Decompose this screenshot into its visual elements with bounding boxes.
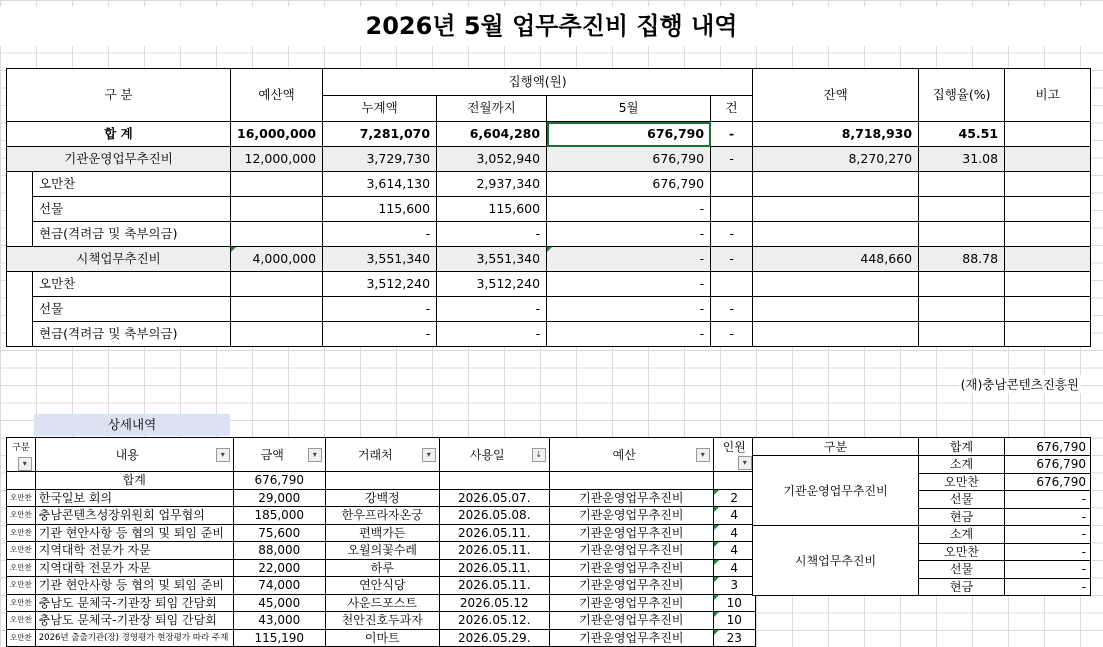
empty-cell [439, 472, 549, 490]
cell-budget[interactable]: 12,000,000 [231, 147, 323, 172]
cell-prev[interactable]: 3,551,340 [437, 247, 547, 272]
cell-people[interactable]: 4 [713, 524, 755, 542]
table-row [7, 489, 756, 507]
empty-cell [549, 472, 713, 490]
cell-cumulative[interactable]: 3,614,130 [323, 172, 437, 197]
side-header-total-value[interactable]: 676,790 [1005, 438, 1091, 456]
cell-count[interactable]: - [711, 147, 753, 172]
header-category[interactable]: 구 분 [7, 69, 231, 122]
cell-date[interactable]: 2026.05.08. [439, 507, 549, 525]
cell-balance[interactable] [753, 297, 919, 322]
cell-people[interactable]: 4 [713, 559, 755, 577]
sort-filter-icon[interactable]: ↓ [532, 448, 546, 462]
cell-month[interactable]: - [547, 297, 711, 322]
cell-prev[interactable]: 3,052,940 [437, 147, 547, 172]
cell-content[interactable]: 기관 현안사항 등 협의 및 퇴임 준비 [35, 577, 233, 595]
filter-vendor[interactable] [325, 438, 439, 472]
cell-budget[interactable]: 4,000,000 [231, 247, 323, 272]
cell-budget[interactable] [231, 272, 323, 297]
empty-cell [325, 472, 439, 490]
cell-budget[interactable]: 기관운영업무추진비 [549, 577, 713, 595]
cell-people[interactable]: 10 [713, 612, 755, 630]
cell-budget[interactable] [231, 297, 323, 322]
cell-month[interactable]: - [547, 197, 711, 222]
cell-prev[interactable]: - [437, 222, 547, 247]
filter-dropdown-icon[interactable]: ▾ [738, 456, 752, 470]
row-label[interactable]: 선물 [33, 197, 231, 222]
side-header-total[interactable]: 합계 [919, 438, 1005, 456]
cell-amount[interactable]: 75,600 [233, 524, 325, 542]
cell-month[interactable]: - [547, 222, 711, 247]
detail-table [6, 437, 756, 647]
cell-people[interactable]: 4 [713, 507, 755, 525]
cell-rate[interactable] [919, 197, 1005, 222]
cell-people[interactable]: 10 [713, 594, 755, 612]
cell-month-selected[interactable]: 676,790 [547, 122, 711, 147]
cell-remarks[interactable] [1005, 147, 1091, 172]
cell-remarks[interactable] [1005, 322, 1091, 347]
side-row-label[interactable]: 소계 [919, 456, 1005, 474]
cell-balance[interactable]: 8,718,930 [753, 122, 919, 147]
row-label[interactable]: 오만찬 [33, 172, 231, 197]
side-group-label[interactable]: 시책업무추진비 [753, 526, 919, 596]
cell-gubun[interactable]: 오만찬 [7, 594, 36, 612]
summary-header-row [7, 69, 1091, 96]
cell-amount[interactable]: 185,000 [233, 507, 325, 525]
header-prev-month[interactable]: 전월까지 [437, 95, 547, 122]
cell-content[interactable]: 지역대학 전문가 자문 [35, 559, 233, 577]
cell-remarks[interactable] [1005, 247, 1091, 272]
side-row-label[interactable]: 오만찬 [919, 543, 1005, 561]
cell-cumulative[interactable]: - [323, 322, 437, 347]
cell-count[interactable]: - [711, 247, 753, 272]
side-row [753, 526, 1091, 544]
cell-count[interactable] [711, 272, 753, 297]
cell-people[interactable]: 3 [713, 577, 755, 595]
summary-item-row [7, 197, 1091, 222]
header-spent-group[interactable]: 집행액(원) [323, 69, 753, 96]
header-count[interactable]: 건 [711, 95, 753, 122]
cell-vendor[interactable]: 이마트 [325, 629, 439, 647]
filter-content[interactable] [35, 438, 233, 472]
row-label[interactable]: 현금(격려금 및 축부의금) [33, 222, 231, 247]
row-label[interactable]: 시책업무추진비 [7, 247, 231, 272]
cell-balance[interactable] [753, 197, 919, 222]
cell-rate[interactable] [919, 222, 1005, 247]
cell-vendor[interactable]: 한우프라자온궁 [325, 507, 439, 525]
side-header-category[interactable]: 구분 [753, 438, 919, 456]
cell-content[interactable]: 충남도 문체국-기관장 퇴임 간담회 [35, 594, 233, 612]
side-row-value[interactable]: - [1005, 543, 1091, 561]
side-row-value[interactable]: - [1005, 491, 1091, 509]
side-summary-table [752, 437, 1091, 596]
side-row-value[interactable]: 676,790 [1005, 456, 1091, 474]
cell-date[interactable]: 2026.05.11. [439, 524, 549, 542]
cell-content[interactable]: 한국일보 회의 [35, 489, 233, 507]
cell-prev[interactable]: - [437, 297, 547, 322]
cell-gubun[interactable]: 오만찬 [7, 612, 36, 630]
cell-amount[interactable]: 22,000 [233, 559, 325, 577]
cell-rate[interactable] [919, 322, 1005, 347]
cell-rate[interactable]: 45.51 [919, 122, 1005, 147]
cell-rate[interactable] [919, 272, 1005, 297]
cell-remarks[interactable] [1005, 197, 1091, 222]
cell-cumulative[interactable]: 3,551,340 [323, 247, 437, 272]
header-budget[interactable]: 예산액 [231, 69, 323, 122]
summary-item-row [7, 272, 1091, 297]
filter-dropdown-icon[interactable]: ▾ [308, 448, 322, 462]
detail-header-row [7, 438, 756, 472]
table-row [7, 524, 756, 542]
side-row-label[interactable]: 소계 [919, 526, 1005, 544]
side-row-label[interactable]: 선물 [919, 561, 1005, 579]
cell-vendor[interactable]: 천안진호두과자 [325, 612, 439, 630]
summary-item-row [7, 297, 1091, 322]
side-row-value[interactable]: - [1005, 508, 1091, 526]
cell-count[interactable]: - [711, 297, 753, 322]
cell-budget[interactable] [231, 197, 323, 222]
cell-rate[interactable]: 88.78 [919, 247, 1005, 272]
side-row-value[interactable]: - [1005, 526, 1091, 544]
cell-budget[interactable]: 16,000,000 [231, 122, 323, 147]
cell-gubun[interactable]: 오만찬 [7, 489, 36, 507]
cell-gubun[interactable]: 오만찬 [7, 559, 36, 577]
cell-content[interactable]: 충남콘텐츠성장위원회 업무협의 [35, 507, 233, 525]
cell-cumulative[interactable]: 115,600 [323, 197, 437, 222]
header-this-month[interactable]: 5월 [547, 95, 711, 122]
filter-dropdown-icon[interactable]: ▾ [696, 448, 710, 462]
table-row [7, 542, 756, 560]
row-label[interactable]: 오만찬 [33, 272, 231, 297]
cell-remarks[interactable] [1005, 272, 1091, 297]
row-label[interactable]: 현금(격려금 및 축부의금) [33, 322, 231, 347]
cell-count[interactable] [711, 197, 753, 222]
table-row [7, 629, 756, 647]
header-label: 인원 [722, 440, 746, 454]
cell-date[interactable]: 2026.05.12. [439, 612, 549, 630]
cell-prev[interactable]: 3,512,240 [437, 272, 547, 297]
cell-remarks[interactable] [1005, 122, 1091, 147]
table-row [7, 594, 756, 612]
cell-vendor[interactable]: 하루 [325, 559, 439, 577]
cell-date[interactable]: 2026.05.11. [439, 577, 549, 595]
empty-cell [713, 472, 755, 490]
cell-content[interactable]: 기관 현안사항 등 협의 및 퇴임 준비 [35, 524, 233, 542]
cell-budget[interactable] [231, 222, 323, 247]
side-row [753, 456, 1091, 474]
indent-cell [7, 172, 33, 247]
filter-dropdown-icon[interactable]: ▾ [18, 457, 32, 471]
cell-prev[interactable]: 115,600 [437, 197, 547, 222]
cell-vendor[interactable]: 사운드포스트 [325, 594, 439, 612]
cell-prev[interactable]: 6,604,280 [437, 122, 547, 147]
cell-budget[interactable]: 기관운영업무추진비 [549, 629, 713, 647]
cell-rate[interactable]: 31.08 [919, 147, 1005, 172]
header-remarks[interactable]: 비고 [1005, 69, 1091, 122]
side-row-label[interactable]: 오만찬 [919, 473, 1005, 491]
side-row-value[interactable]: - [1005, 561, 1091, 579]
cell-rate[interactable] [919, 297, 1005, 322]
header-balance[interactable]: 잔액 [753, 69, 919, 122]
cell-balance[interactable] [753, 322, 919, 347]
summary-item-row [7, 222, 1091, 247]
cell-vendor[interactable]: 연안식당 [325, 577, 439, 595]
cell-gubun[interactable]: 오만찬 [7, 577, 36, 595]
header-label: 예산 [612, 447, 636, 462]
cell-cumulative[interactable]: 3,729,730 [323, 147, 437, 172]
cell-budget[interactable]: 기관운영업무추진비 [549, 612, 713, 630]
cell-prev[interactable]: - [437, 322, 547, 347]
cell-amount[interactable]: 88,000 [233, 542, 325, 560]
cell-date[interactable]: 2026.05.11. [439, 542, 549, 560]
table-row [7, 577, 756, 595]
header-rate[interactable]: 집행율(%) [919, 69, 1005, 122]
header-label: 거래처 [357, 447, 393, 462]
cell-count[interactable]: - [711, 222, 753, 247]
cell-content[interactable]: 충남도 문체국-기관장 퇴임 간담회 [35, 612, 233, 630]
filter-date[interactable] [439, 438, 549, 472]
cell-budget[interactable]: 기관운영업무추진비 [549, 542, 713, 560]
cell-gubun[interactable]: 오만찬 [7, 542, 36, 560]
table-row [7, 612, 756, 630]
cell-budget[interactable] [231, 172, 323, 197]
cell-count[interactable] [711, 172, 753, 197]
cell-budget[interactable] [231, 322, 323, 347]
side-row-label[interactable]: 현금 [919, 508, 1005, 526]
cell-cumulative[interactable]: 3,512,240 [323, 272, 437, 297]
cell-vendor[interactable]: 오월의꽃수레 [325, 542, 439, 560]
cell-month[interactable]: 676,790 [547, 147, 711, 172]
header-label: 내용 [115, 447, 139, 462]
row-label[interactable]: 선물 [33, 297, 231, 322]
cell-date[interactable]: 2026.05.29. [439, 629, 549, 647]
cell-amount[interactable]: 74,000 [233, 577, 325, 595]
filter-dropdown-icon[interactable]: ▾ [216, 448, 230, 462]
cell-cumulative[interactable]: 7,281,070 [323, 122, 437, 147]
budget-summary-table [6, 68, 1091, 347]
cell-balance[interactable] [753, 172, 919, 197]
cell-count[interactable]: - [711, 322, 753, 347]
cell-rate[interactable] [919, 172, 1005, 197]
table-row [7, 559, 756, 577]
cell-date[interactable]: 2026.05.12 [439, 594, 549, 612]
total-amount[interactable]: 676,790 [233, 472, 325, 490]
filter-budget[interactable] [549, 438, 713, 472]
cell-vendor[interactable]: 강백정 [325, 489, 439, 507]
cell-balance[interactable]: 8,270,270 [753, 147, 919, 172]
cell-cumulative[interactable]: - [323, 297, 437, 322]
cell-month[interactable]: - [547, 247, 711, 272]
table-row [7, 507, 756, 525]
cell-people[interactable]: 2 [713, 489, 755, 507]
cell-content[interactable]: 2026년 출출기관(장) 경영평가 현장평가 따라 주재 [35, 629, 233, 647]
cell-remarks[interactable] [1005, 297, 1091, 322]
summary-item-row [7, 172, 1091, 197]
cell-amount[interactable]: 43,000 [233, 612, 325, 630]
cell-balance[interactable] [753, 272, 919, 297]
cell-people[interactable]: 23 [713, 629, 755, 647]
cell-budget[interactable]: 기관운영업무추진비 [549, 594, 713, 612]
detail-total-row [7, 472, 756, 490]
filter-gubun[interactable] [7, 438, 36, 472]
summary-item-row [7, 322, 1091, 347]
indent-cell [7, 272, 33, 347]
cell-count[interactable]: - [711, 122, 753, 147]
cell-month[interactable]: - [547, 322, 711, 347]
total-label[interactable]: 합계 [35, 472, 233, 490]
detail-section-title: 상세내역 [34, 414, 230, 436]
cell-month[interactable]: 676,790 [547, 172, 711, 197]
filter-amount[interactable] [233, 438, 325, 472]
side-row-value[interactable]: 676,790 [1005, 473, 1091, 491]
header-label: 금액 [260, 447, 284, 462]
row-label[interactable]: 기관운영업무추진비 [7, 147, 231, 172]
cell-date[interactable]: 2026.05.07. [439, 489, 549, 507]
cell-budget[interactable]: 기관운영업무추진비 [549, 507, 713, 525]
empty-cell [7, 472, 36, 490]
cell-remarks[interactable] [1005, 222, 1091, 247]
cell-amount[interactable]: 115,190 [233, 629, 325, 647]
cell-date[interactable]: 2026.05.11. [439, 559, 549, 577]
side-row-label[interactable]: 현금 [919, 578, 1005, 596]
summary-group-row [7, 247, 1091, 272]
side-row-value[interactable]: - [1005, 578, 1091, 596]
cell-prev[interactable]: 2,937,340 [437, 172, 547, 197]
header-label: 사용일 [469, 447, 505, 462]
header-cumulative[interactable]: 누계액 [323, 95, 437, 122]
side-row-label[interactable]: 선물 [919, 491, 1005, 509]
cell-remarks[interactable] [1005, 172, 1091, 197]
organization-name: (재)충남콘텐츠진흥원 [960, 377, 1079, 392]
cell-amount[interactable]: 29,000 [233, 489, 325, 507]
cell-month[interactable]: - [547, 272, 711, 297]
cell-cumulative[interactable]: - [323, 222, 437, 247]
cell-vendor[interactable]: 편백가든 [325, 524, 439, 542]
cell-budget[interactable]: 기관운영업무추진비 [549, 489, 713, 507]
summary-total-row [7, 122, 1091, 147]
cell-people[interactable]: 4 [713, 542, 755, 560]
cell-gubun[interactable]: 오만찬 [7, 524, 36, 542]
cell-balance[interactable]: 448,660 [753, 247, 919, 272]
filter-dropdown-icon[interactable]: ▾ [422, 448, 436, 462]
cell-budget[interactable]: 기관운영업무추진비 [549, 559, 713, 577]
cell-gubun[interactable]: 오만찬 [7, 629, 36, 647]
cell-content[interactable]: 지역대학 전문가 자문 [35, 542, 233, 560]
header-label: 구분 [12, 443, 30, 453]
row-label[interactable]: 합 계 [7, 122, 231, 147]
cell-budget[interactable]: 기관운영업무추진비 [549, 524, 713, 542]
side-header-row [753, 438, 1091, 456]
cell-balance[interactable] [753, 222, 919, 247]
summary-group-row [7, 147, 1091, 172]
page-title: 2026년 5월 업무추진비 집행 내역 [0, 6, 1103, 46]
filter-people[interactable] [713, 438, 755, 472]
side-group-label[interactable]: 기관운영업무추진비 [753, 456, 919, 526]
cell-amount[interactable]: 45,000 [233, 594, 325, 612]
cell-gubun[interactable]: 오만찬 [7, 507, 36, 525]
